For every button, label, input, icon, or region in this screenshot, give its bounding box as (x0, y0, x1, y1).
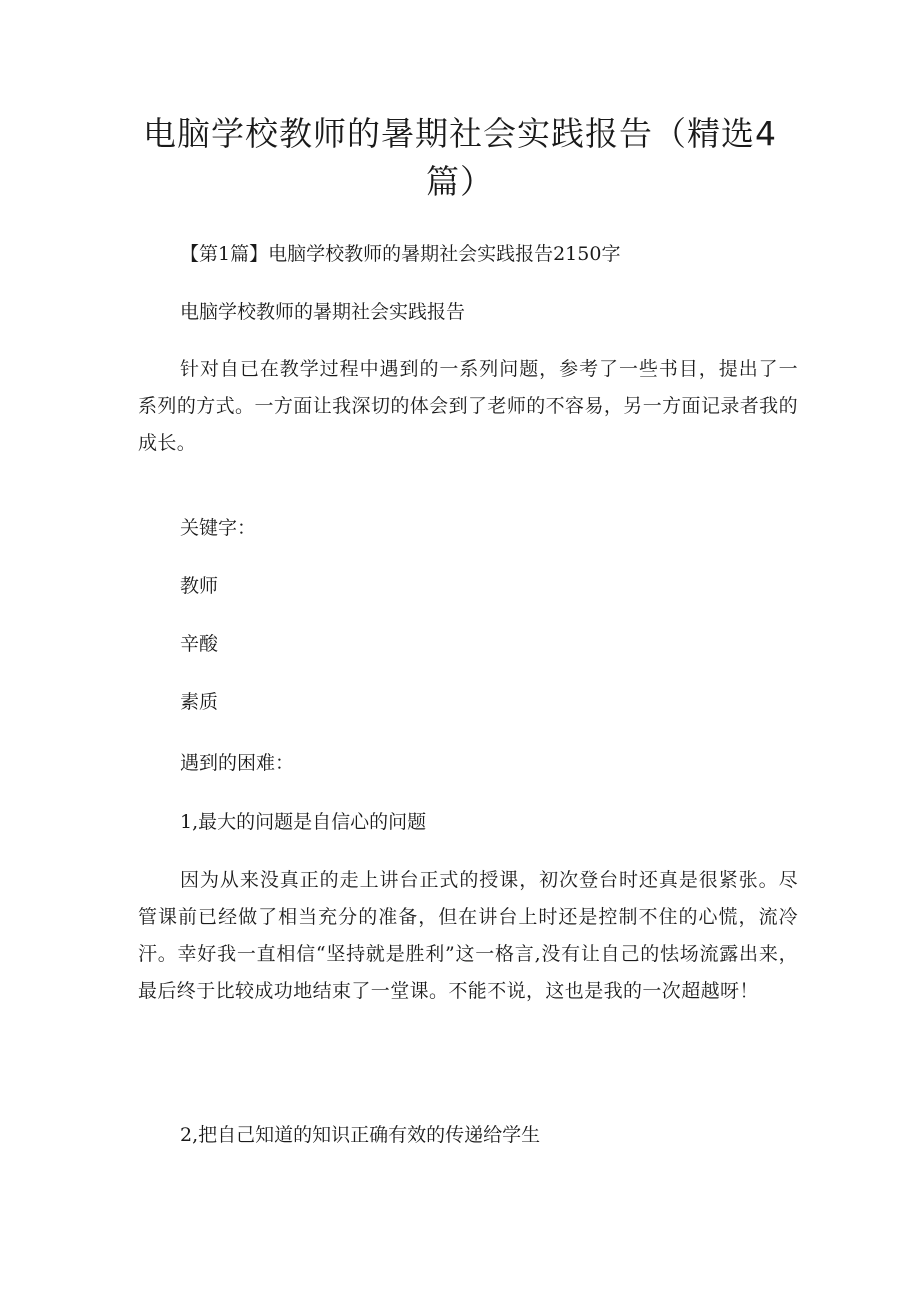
difficulties-label: 遇到的困难： (180, 752, 295, 774)
document-title: 电脑学校教师的暑期社会实践报告（精选4篇） (143, 114, 777, 201)
keyword-item: 教师 (180, 575, 219, 597)
keywords-label: 关键字： (180, 517, 257, 539)
intro-paragraph: 针对自已在教学过程中遇到的一系列问题，参考了一些书目，提出了一系列的方式。一方面让我深切的体会到了老师的不容易，另一方面记录者我的成长。 (138, 358, 798, 454)
point-1-body: 因为从来没真正的走上讲台正式的授课，初次登台时还真是很紧张。尽管课前已经做了相当充分的准备，但在讲台上时还是控制不住的心慌，流冷汗。幸好我一直相信“坚持就是胜利”这一格言,没有让自己的怯场流露出来，最后终于比较成功地结束了一堂课。不能不说，这也是我的一次超越呀！ (138, 869, 798, 1002)
keyword-item: 素质 (180, 691, 219, 713)
point-2-heading: 2,把自己知道的知识正确有效的传递给学生 (180, 1124, 541, 1146)
report-subtitle: 电脑学校教师的暑期社会实践报告 (180, 301, 466, 323)
point-1-heading: 1,最大的问题是自信心的问题 (180, 811, 427, 833)
section-heading: 【第1篇】电脑学校教师的暑期社会实践报告2150字 (180, 243, 621, 265)
keyword-item: 辛酸 (180, 633, 219, 655)
